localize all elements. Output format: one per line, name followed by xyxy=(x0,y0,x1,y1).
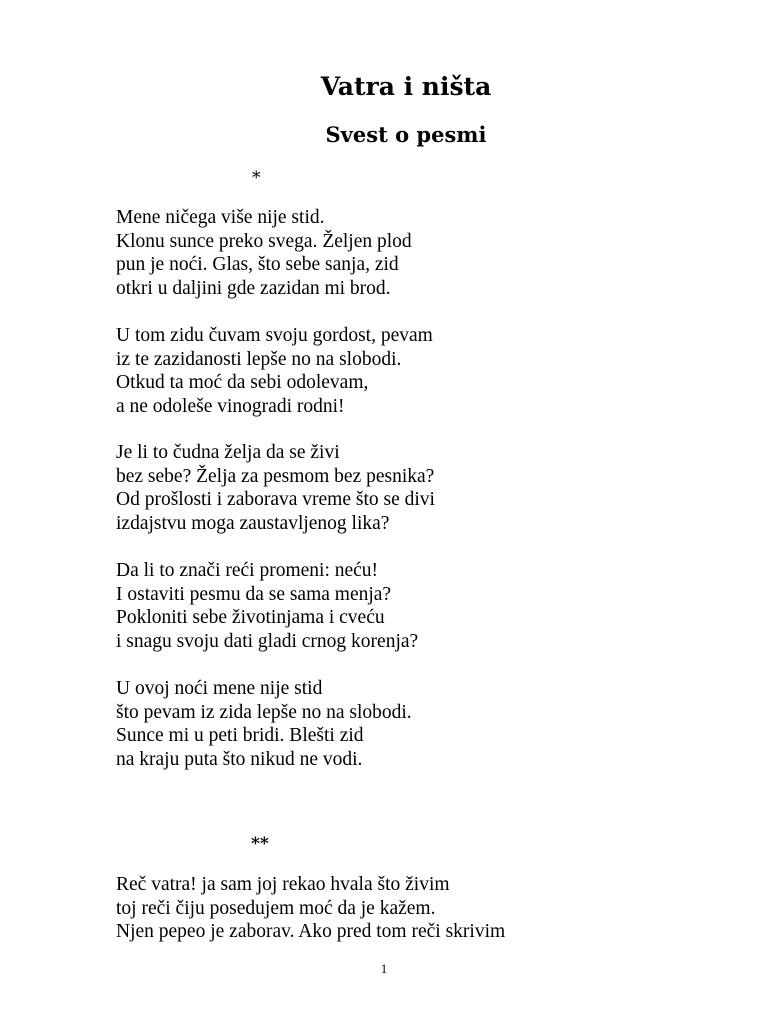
stanza-2 xyxy=(116,324,433,418)
page-number: 1 xyxy=(380,961,388,976)
poem-line: a ne odoleše vinogradi rodni! xyxy=(116,395,345,417)
poem-line: bez sebe? Želja za pesmom bez pesnika? xyxy=(116,465,435,487)
stanza-3 xyxy=(116,441,435,535)
poem-line: Od prošlosti i zaborava vreme što se divi xyxy=(116,489,435,510)
poem-line: toj reči čiju posedujem moć da je kažem. xyxy=(116,897,436,919)
poem-line: Je li to čudna želja da se živi xyxy=(116,442,340,463)
poem-collection-title: Vatra i ništa xyxy=(320,72,492,101)
poem-line: izdajstvu moga zaustavljenog lika? xyxy=(116,512,390,534)
poem-line: U tom zidu čuvam svoju gordost, pevam xyxy=(116,325,433,346)
poem-line: i snagu svoju dati gladi crnog korenja? xyxy=(116,630,419,652)
stanza-4 xyxy=(116,559,418,653)
stanza-6 xyxy=(116,873,505,944)
poem-line: Mene ničega više nije stid. xyxy=(116,207,325,228)
poem-line: iz te zazidanosti lepše no na slobodi. xyxy=(116,348,402,370)
poem-title: Svest o pesmi xyxy=(325,122,487,147)
poem-line: Otkud ta moć da sebi odolevam, xyxy=(116,372,369,393)
section-marker-2: ** xyxy=(251,834,269,854)
poem-line: I ostaviti pesmu da se sama menja? xyxy=(116,583,392,605)
poem-line: na kraju puta što nikud ne vodi. xyxy=(116,748,363,770)
stanza-5 xyxy=(116,677,412,771)
poem-line: Da li to znači reći promeni: neću! xyxy=(116,560,379,581)
section-marker-1: * xyxy=(252,168,261,188)
poem-line: otkri u daljini gde zazidan mi brod. xyxy=(116,277,391,299)
stanza-1 xyxy=(116,206,412,300)
poem-line: U ovoj noći mene nije stid xyxy=(116,678,323,699)
poem-line: što pevam iz zida lepše no na slobodi. xyxy=(116,701,412,723)
poem-line: Njen pepeo je zaborav. Ako pred tom reči skrivim xyxy=(116,921,506,942)
poem-line: Reč vatra! ja sam joj rekao hvala što živim xyxy=(116,874,450,895)
poem-line: Klonu sunce preko svega. Željen plod xyxy=(116,230,412,252)
poem-line: Sunce mi u peti bridi. Blešti zid xyxy=(116,725,364,746)
poem-line: Pokloniti sebe životinjama i cveću xyxy=(116,607,385,628)
poem-line: pun je noći. Glas, što sebe sanja, zid xyxy=(116,254,399,275)
